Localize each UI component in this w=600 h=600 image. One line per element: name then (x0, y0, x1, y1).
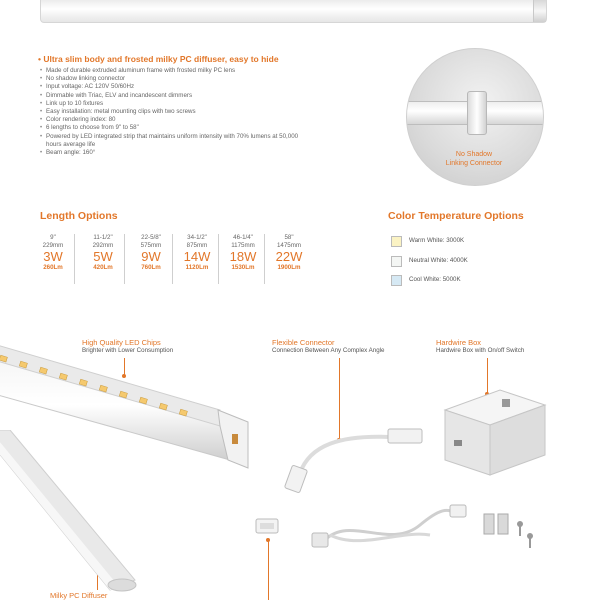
product-bar-image (40, 0, 547, 23)
flexible-connector-image (280, 425, 430, 495)
connector-caption: No Shadow Linking Connector (445, 151, 503, 167)
mounting-clips-image (478, 510, 538, 550)
list-item: • Beam angle: 160° (40, 149, 96, 157)
list-item: • Color rendering index: 80 (40, 116, 116, 124)
hardwire-box-callout: Hardwire Box Hardwire Box with On/off Switch (436, 338, 525, 354)
length-options-table (34, 234, 324, 286)
list-item: • Easy installation: metal mounting clips with two screws (40, 108, 196, 116)
color-temperature-title: Color Temperature Options (388, 210, 524, 222)
feature-list (40, 67, 360, 157)
milky-diffuser-callout: Milky PC Diffuser (50, 591, 108, 600)
length-option: 46-1/4" 1175mm 18W 1530Lm (229, 234, 257, 271)
color-swatch (391, 256, 402, 267)
length-option: 22-5/8" 575mm 9W 760Lm (140, 234, 162, 271)
list-item: • No shadow linking connector (40, 75, 126, 83)
hardwire-box-image (440, 385, 550, 480)
length-option: 34-1/2" 875mm 14W 1120Lm (183, 234, 211, 271)
list-item: • Made of durable extruded aluminum frame with frosted milky PC lens (40, 67, 236, 74)
led-chips-callout: High Quality LED Chips Brighter with Lower Consumption (82, 338, 174, 354)
flex-connector-callout: Flexible Connector Connection Between Any Complex Angle (272, 338, 385, 354)
power-cord-image (310, 495, 470, 560)
list-item: • Dimmable with Triac, ELV and incandescent dimmers (40, 91, 193, 99)
color-swatch (391, 275, 402, 286)
length-options-title: Length Options (40, 210, 118, 222)
length-option: 9" 229mm 3W 260Lm (42, 234, 64, 271)
small-connector-image (252, 515, 282, 537)
color-swatch (391, 236, 402, 247)
list-item: • Input voltage: AC 120V 50/60Hz (40, 83, 135, 91)
milky-diffuser-image (0, 430, 140, 600)
list-item: • Powered by LED integrated strip that maintains uniform intensity with 70% lumens at 50,000 hours average life (40, 132, 299, 148)
list-item: • 6 lengths to choose from 9" to 58" (40, 124, 139, 132)
length-option: 58" 1475mm 22W 1900Lm (275, 234, 303, 271)
list-item: • Link up to 10 fixtures (40, 99, 104, 107)
length-option: 11-1/2" 292mm 5W 420Lm (92, 234, 114, 271)
feature-heading: • Ultra slim body and frosted milky PC diffuser, easy to hide (38, 54, 279, 64)
